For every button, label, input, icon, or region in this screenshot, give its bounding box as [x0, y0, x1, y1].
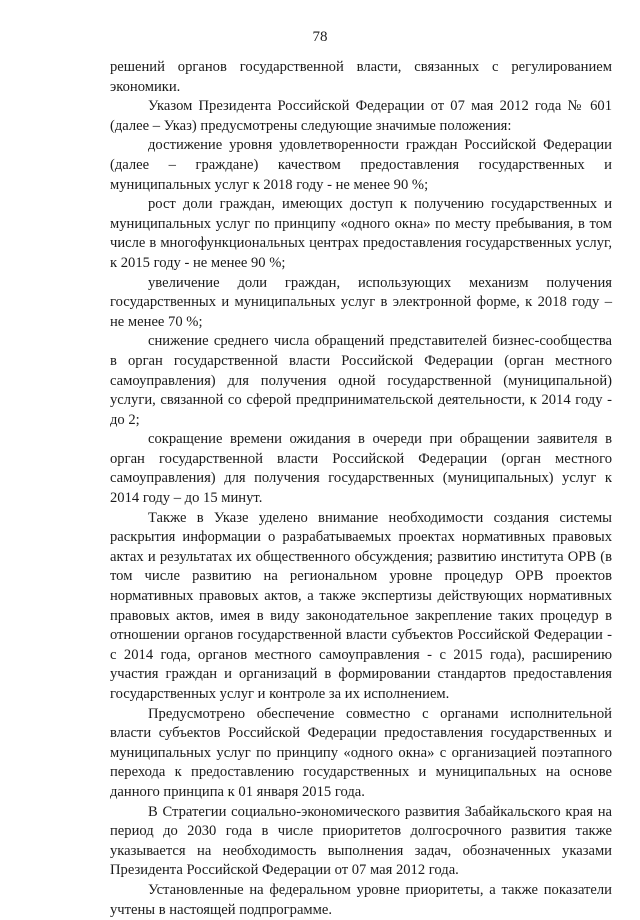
paragraph-priorities-conclusion: Установленные на федеральном уровне приоритеты, а также показатели учтены в настоящей подпрограмме.: [110, 881, 612, 918]
paragraph-continuation: решений органов государственной власти, связанных с регулированием экономики.: [110, 59, 612, 95]
paragraph-orv-development: Также в Указе уделено внимание необходимости создания системы раскрытия информации о разрабатываемых проектах нормативных правовых актах и результатах их общественного обсуждения; развитию института ОРВ (в том числе развитию на региональном уровне процедур ОРВ проектов нормативных правовых актов, а также экспертизы действующих нормативных правовых актов, имея в виду законодательное закрепление таких процедур в отношении органов государственной власти субъектов Российской Федерации - с 2014 года, органов местного самоуправления - с 2015 года), расширению участия граждан и организаций в формировании стандартов предоставления государственных услуг и контроле за их исполнением.: [110, 509, 612, 702]
paragraph-electronic-services-target: увеличение доли граждан, использующих механизм получения государственных и муниципальных услуг в электронной форме, к 2018 году – не менее 70 %;: [110, 274, 612, 330]
body-text: [110, 58, 612, 920]
paragraph-satisfaction-target: достижение уровня удовлетворенности граждан Российской Федерации (далее – граждане) качеством предоставления государственных и муниципальных услуг к 2018 году - не менее 90 %;: [110, 137, 612, 193]
page-number: 78: [312, 29, 328, 45]
paragraph-zabaikalsky-strategy: В Стратегии социально-экономического развития Забайкальского края на период до 2030 года в числе приоритетов долгосрочного развития также указывается на необходимость выполнения задач, обозначенных указами Президента Российской Федерации от 07 мая 2012 года.: [110, 803, 612, 879]
paragraph-decree-intro: Указом Президента Российской Федерации от 07 мая 2012 года № 601 (далее – Указ) предусмотрены следующие значимые положения:: [110, 98, 612, 134]
paragraph-business-requests-target: снижение среднего числа обращений представителей бизнес-сообщества в орган государственной власти Российской Федерации (орган местного самоуправления) для получения одной государственной (муниципальной) услуги, связанной со сферой предпринимательской деятельности, к 2014 году - до 2;: [110, 333, 612, 428]
paragraph-one-window-transition: Предусмотрено обеспечение совместно с органами исполнительной власти субъектов Российской Федерации предоставления государственных и муниципальных услуг по принципу «одного окна» с организацией поэтапного перехода к предоставлению государственных и муниципальных на основе данного принципа к 01 января 2015 года.: [110, 705, 612, 800]
paragraph-queue-time-target: сокращение времени ожидания в очереди при обращении заявителя в орган государственной власти Российской Федерации (орган местного самоуправления) для получения государственных (муниципальных) услуг к 2014 году – до 15 минут.: [110, 431, 612, 507]
paragraph-one-window-target: рост доли граждан, имеющих доступ к получению государственных и муниципальных услуг по принципу «одного окна» по месту пребывания, в том числе в многофункциональных центрах предоставления государственных услуг, к 2015 году - не менее 90 %;: [110, 196, 612, 271]
